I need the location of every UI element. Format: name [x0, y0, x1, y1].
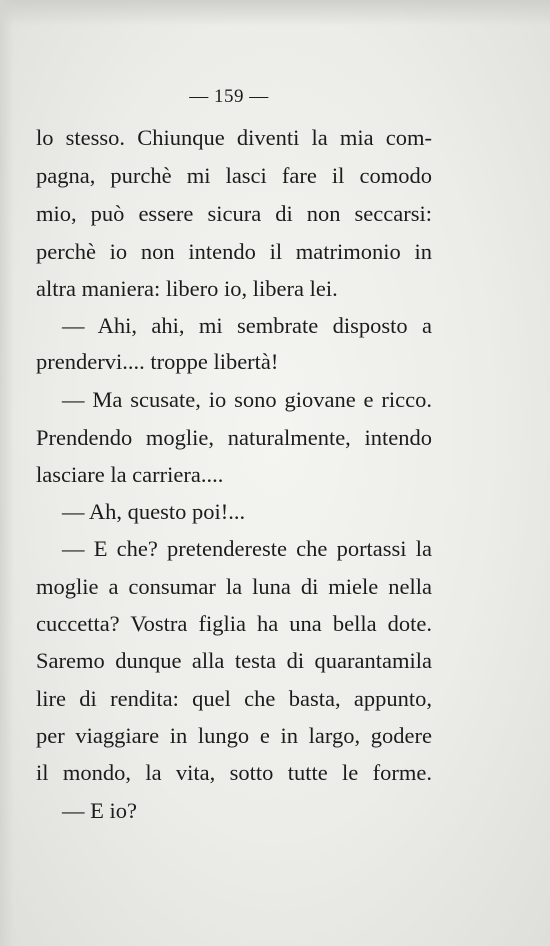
text-line-3: mio, può essere sicura di non seccarsi:: [36, 201, 432, 226]
dialogue-line-3: — Ah, questo poi!...: [62, 499, 246, 524]
page-number: — 159 —: [189, 86, 269, 107]
text-line-2: pagna, purchè mi lasci fare il comodo: [36, 163, 432, 188]
text-line-16: lire di rendita: quel che basta, appunto,: [36, 686, 432, 711]
text-line-13: moglie a consumar la luna di miele nella: [36, 574, 432, 599]
text-line-1: lo stesso. Chiunque diventi la mia com-: [36, 125, 432, 150]
dialogue-line-4: — E che? pretendereste che portassi la: [62, 536, 432, 561]
text-line-4: perchè io non intendo il matrimonio in: [36, 239, 432, 264]
text-line-7: prendervi.... troppe libertà!: [36, 349, 279, 374]
page-edge-shadow-top: [0, 0, 550, 26]
text-line-5: altra maniera: libero io, libera lei.: [36, 276, 338, 301]
dialogue-line-1: — Ahi, ahi, mi sembrate disposto a: [62, 313, 432, 338]
dialogue-line-2: — Ma scusate, io sono giovane e ricco.: [62, 387, 432, 412]
text-line-10: lasciare la carriera....: [36, 462, 224, 487]
text-line-17: per viaggiare in lungo e in largo, godere: [36, 723, 432, 748]
text-line-9: Prendendo moglie, naturalmente, intendo: [36, 425, 432, 450]
text-line-14: cuccetta? Vostra figlia ha una bella dote.: [36, 611, 432, 636]
dialogue-line-5: — E io?: [62, 798, 137, 823]
page-edge-shadow-left: [0, 0, 14, 946]
text-line-15: Saremo dunque alla testa di quarantamila: [36, 648, 432, 673]
text-line-18: il mondo, la vita, sotto tutte le forme.: [36, 760, 432, 785]
